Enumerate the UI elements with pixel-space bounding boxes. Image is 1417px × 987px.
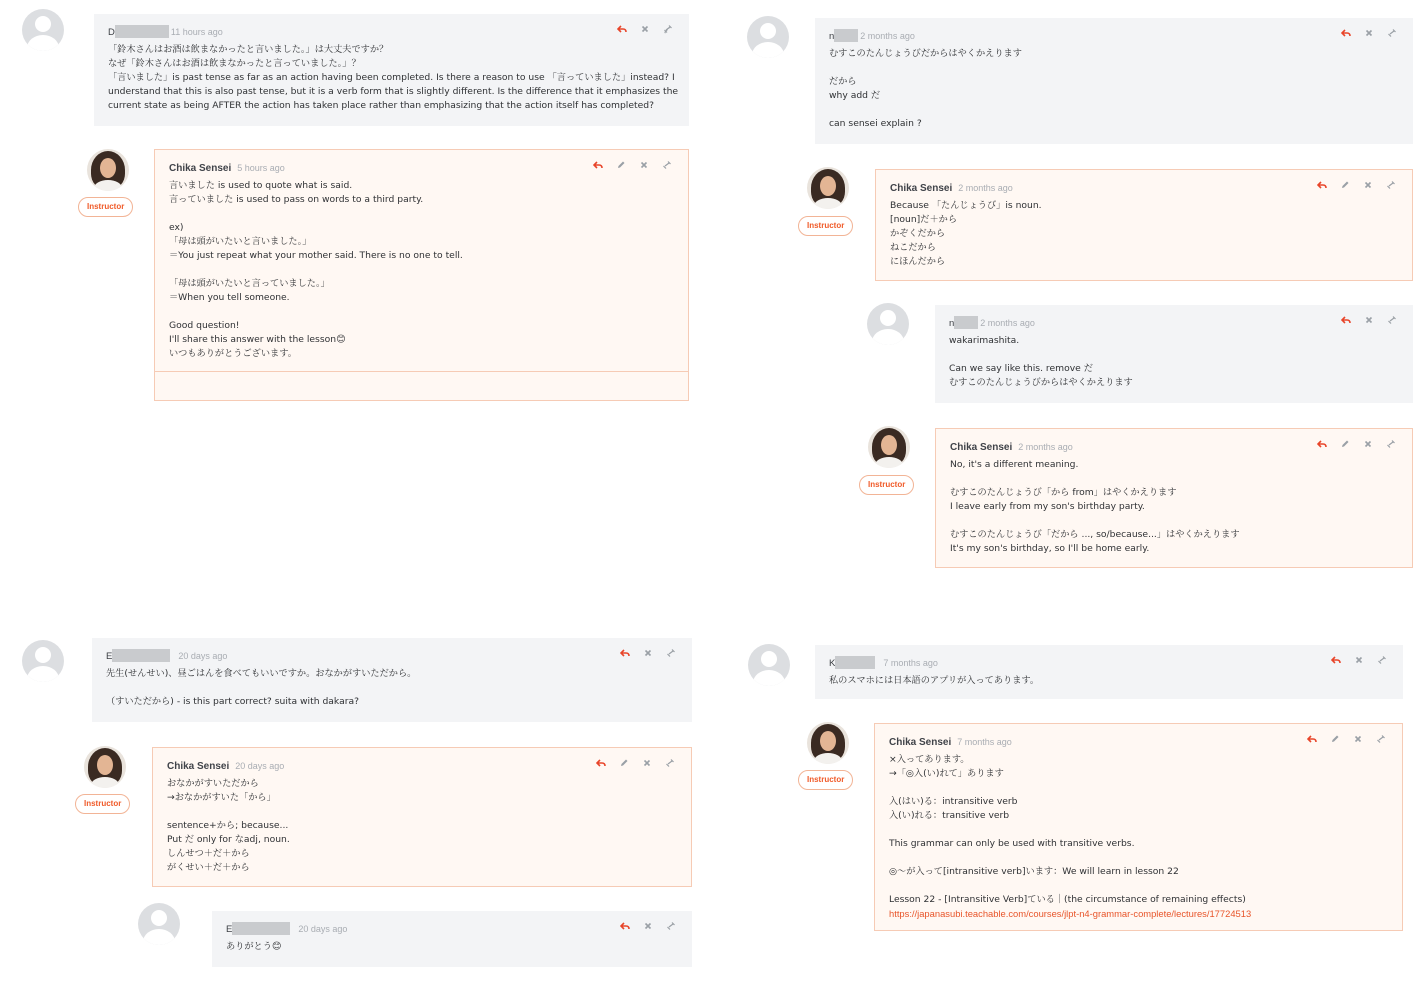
reply-body: 言いました is used to quote what is said. 言っていました is used to pass on words to a third party. ex) 「母は頭がいたいと言いました。」 ＝You just repeat what your mother said. There is no one to tell. 「母は頭がいたいと言っていました。」 ＝When you tell someone. Good question! I'll share this answer with the lesson😊 いつもありがとうございます。 <box>169 180 463 359</box>
link-icon[interactable] <box>1386 439 1396 449</box>
instructor-name[interactable]: Chika Sensei <box>950 442 1013 453</box>
comment-time[interactable]: 20 days ago <box>178 651 228 661</box>
comment-card <box>92 638 692 722</box>
instructor-name[interactable]: Chika Sensei <box>169 163 232 174</box>
comment-body: 先生(せんせい)、昼ごはんを食べてもいいですか。おなかがすいただから。 （すいただから) - is this part correct? suita with dakara? <box>106 668 417 707</box>
instructor-avatar <box>807 722 849 764</box>
delete-icon[interactable] <box>642 758 652 768</box>
instructor-avatar <box>868 426 910 468</box>
link-icon[interactable] <box>1386 180 1396 190</box>
link-icon[interactable] <box>662 160 672 170</box>
instructor-avatar <box>84 746 126 788</box>
comment-time[interactable]: 2 months ago <box>980 318 1035 328</box>
link-icon[interactable] <box>1376 734 1386 744</box>
edit-icon[interactable] <box>616 160 626 170</box>
redacted-name <box>112 649 170 662</box>
reply-icon[interactable] <box>1341 315 1351 325</box>
instructor-reply-card <box>152 747 692 887</box>
instructor-badge: Instructor <box>798 216 853 236</box>
instructor-name[interactable]: Chika Sensei <box>889 737 952 748</box>
edit-icon[interactable] <box>1340 439 1350 449</box>
delete-icon[interactable] <box>643 648 653 658</box>
comment-author[interactable]: n <box>949 318 955 329</box>
edit-icon[interactable] <box>619 758 629 768</box>
instructor-avatar <box>87 149 129 191</box>
comment-author[interactable]: E <box>226 924 233 935</box>
instructor-badge: Instructor <box>75 794 130 814</box>
instructor-name[interactable]: Chika Sensei <box>890 183 953 194</box>
user-avatar <box>748 644 790 686</box>
comment-author[interactable]: K <box>829 658 836 669</box>
edit-icon[interactable] <box>1330 734 1340 744</box>
delete-icon[interactable] <box>1363 439 1373 449</box>
link-icon[interactable] <box>1387 315 1397 325</box>
reply-body: No, it's a different meaning. むすこのたんじょうび「から from」はやくかえります I leave early from my son's birthday party. むすこのたんじょうび「だから ..., so/because...」はやくかえります It's my son's birthday, so I'll be home early. <box>950 459 1240 554</box>
redacted-name <box>954 316 978 329</box>
reply-icon[interactable] <box>596 758 606 768</box>
comment-time[interactable]: 2 months ago <box>1018 442 1073 452</box>
reply-icon[interactable] <box>1341 28 1351 38</box>
delete-icon[interactable] <box>643 921 653 931</box>
comment-card <box>94 14 689 126</box>
link-icon[interactable] <box>1387 28 1397 38</box>
comment-time[interactable]: 11 hours ago <box>170 27 223 37</box>
user-avatar <box>22 9 64 51</box>
comment-body: 「鈴木さんはお酒は飲まなかったと言いました。」は大丈夫ですか？ なぜ「鈴木さんはお酒は飲まなかったと言っていました。」？ 「言いました」is past tense as far as an action having been completed. Is there a reason to use 「言っていました」instead? I understand that this is also past tense, but it is a verb form that is slightly different. Is the difference that it emphasizes the current state as being AFTER the action has taken place rather than emphasizing that the action itself has completed? <box>108 44 679 111</box>
comment-card <box>815 645 1403 699</box>
link-icon[interactable] <box>1377 655 1387 665</box>
edit-icon[interactable] <box>1340 180 1350 190</box>
instructor-reply-card <box>935 428 1413 568</box>
reply-icon[interactable] <box>1331 655 1341 665</box>
user-avatar <box>138 903 180 945</box>
delete-icon[interactable] <box>1364 28 1374 38</box>
redacted-name <box>835 656 875 669</box>
comment-author[interactable]: D <box>108 27 115 38</box>
delete-icon[interactable] <box>1353 734 1363 744</box>
comment-body: ありがとう😊 <box>226 941 282 952</box>
instructor-reply-card <box>874 723 1403 931</box>
delete-icon[interactable] <box>1364 315 1374 325</box>
reply-icon[interactable] <box>1317 180 1327 190</box>
link-icon[interactable] <box>665 758 675 768</box>
link-icon[interactable] <box>663 24 673 34</box>
comment-time[interactable]: 2 months ago <box>958 183 1013 193</box>
delete-icon[interactable] <box>1354 655 1364 665</box>
reply-body: Because 「たんじょうび」is noun. [noun]だ＋から かぞくだから ねこだから にほんだから <box>890 200 1042 267</box>
reply-icon[interactable] <box>620 921 630 931</box>
user-avatar <box>867 303 909 345</box>
instructor-badge: Instructor <box>798 770 853 790</box>
comment-card <box>212 911 692 967</box>
reply-icon[interactable] <box>620 648 630 658</box>
redacted-name <box>834 29 858 42</box>
lesson-link[interactable]: https://japanasubi.teachable.com/courses/jlpt-n4-grammar-complete/lectures/17724513 <box>889 908 1252 919</box>
reply-icon[interactable] <box>1307 734 1317 744</box>
reply-divider <box>155 371 688 372</box>
comment-card <box>815 18 1413 144</box>
comment-time[interactable]: 5 hours ago <box>237 163 285 173</box>
reply-icon[interactable] <box>593 160 603 170</box>
instructor-reply-card <box>154 149 689 401</box>
comment-author[interactable]: E <box>106 651 113 662</box>
instructor-badge: Instructor <box>78 197 133 217</box>
instructor-avatar <box>807 167 849 209</box>
redacted-name <box>115 25 169 38</box>
link-icon[interactable] <box>666 648 676 658</box>
user-avatar <box>22 640 64 682</box>
reply-body: ×入ってあります。 →「◎入(い)れて」あります 入(はい)る：intransitive verb 入(い)れる：transitive verb This grammar can only be used with transitive verbs. ◎〜が入って[intransitive verb]います：We will learn in lesson 22 Lesson 22 - [Intransitive Verb]ている｜(the circumstance of remaining effects) <box>889 754 1246 905</box>
comment-body: 私のスマホには日本語のアプリが入ってあります。 <box>829 675 1040 686</box>
comment-body: wakarimashita. Can we say like this. remove だ むすこのたんじょうびからはやくかえります <box>949 335 1133 388</box>
comment-card <box>935 305 1413 403</box>
reply-icon[interactable] <box>617 24 627 34</box>
delete-icon[interactable] <box>640 24 650 34</box>
reply-icon[interactable] <box>1317 439 1327 449</box>
redacted-name <box>232 922 290 935</box>
reply-body: おなかがすいただから →おなかがすいた「から」 sentence+から; because... Put だ only for なadj, noun. しんせつ＋だ＋から がくせい＋だ＋から <box>167 778 290 873</box>
comment-time[interactable]: 2 months ago <box>860 31 915 41</box>
comment-time[interactable]: 20 days ago <box>298 924 348 934</box>
comment-time[interactable]: 7 months ago <box>883 658 938 668</box>
instructor-reply-card <box>875 169 1413 281</box>
instructor-name[interactable]: Chika Sensei <box>167 761 230 772</box>
comment-author[interactable]: n <box>829 31 835 42</box>
comment-time[interactable]: 7 months ago <box>957 737 1012 747</box>
comment-body: むすこのたんじょうびだからはやくかえります だから why add だ can sensei explain ? <box>829 48 1022 129</box>
user-avatar <box>747 16 789 58</box>
delete-icon[interactable] <box>639 160 649 170</box>
instructor-badge: Instructor <box>859 475 914 495</box>
link-icon[interactable] <box>666 921 676 931</box>
delete-icon[interactable] <box>1363 180 1373 190</box>
comment-time[interactable]: 20 days ago <box>235 761 285 771</box>
